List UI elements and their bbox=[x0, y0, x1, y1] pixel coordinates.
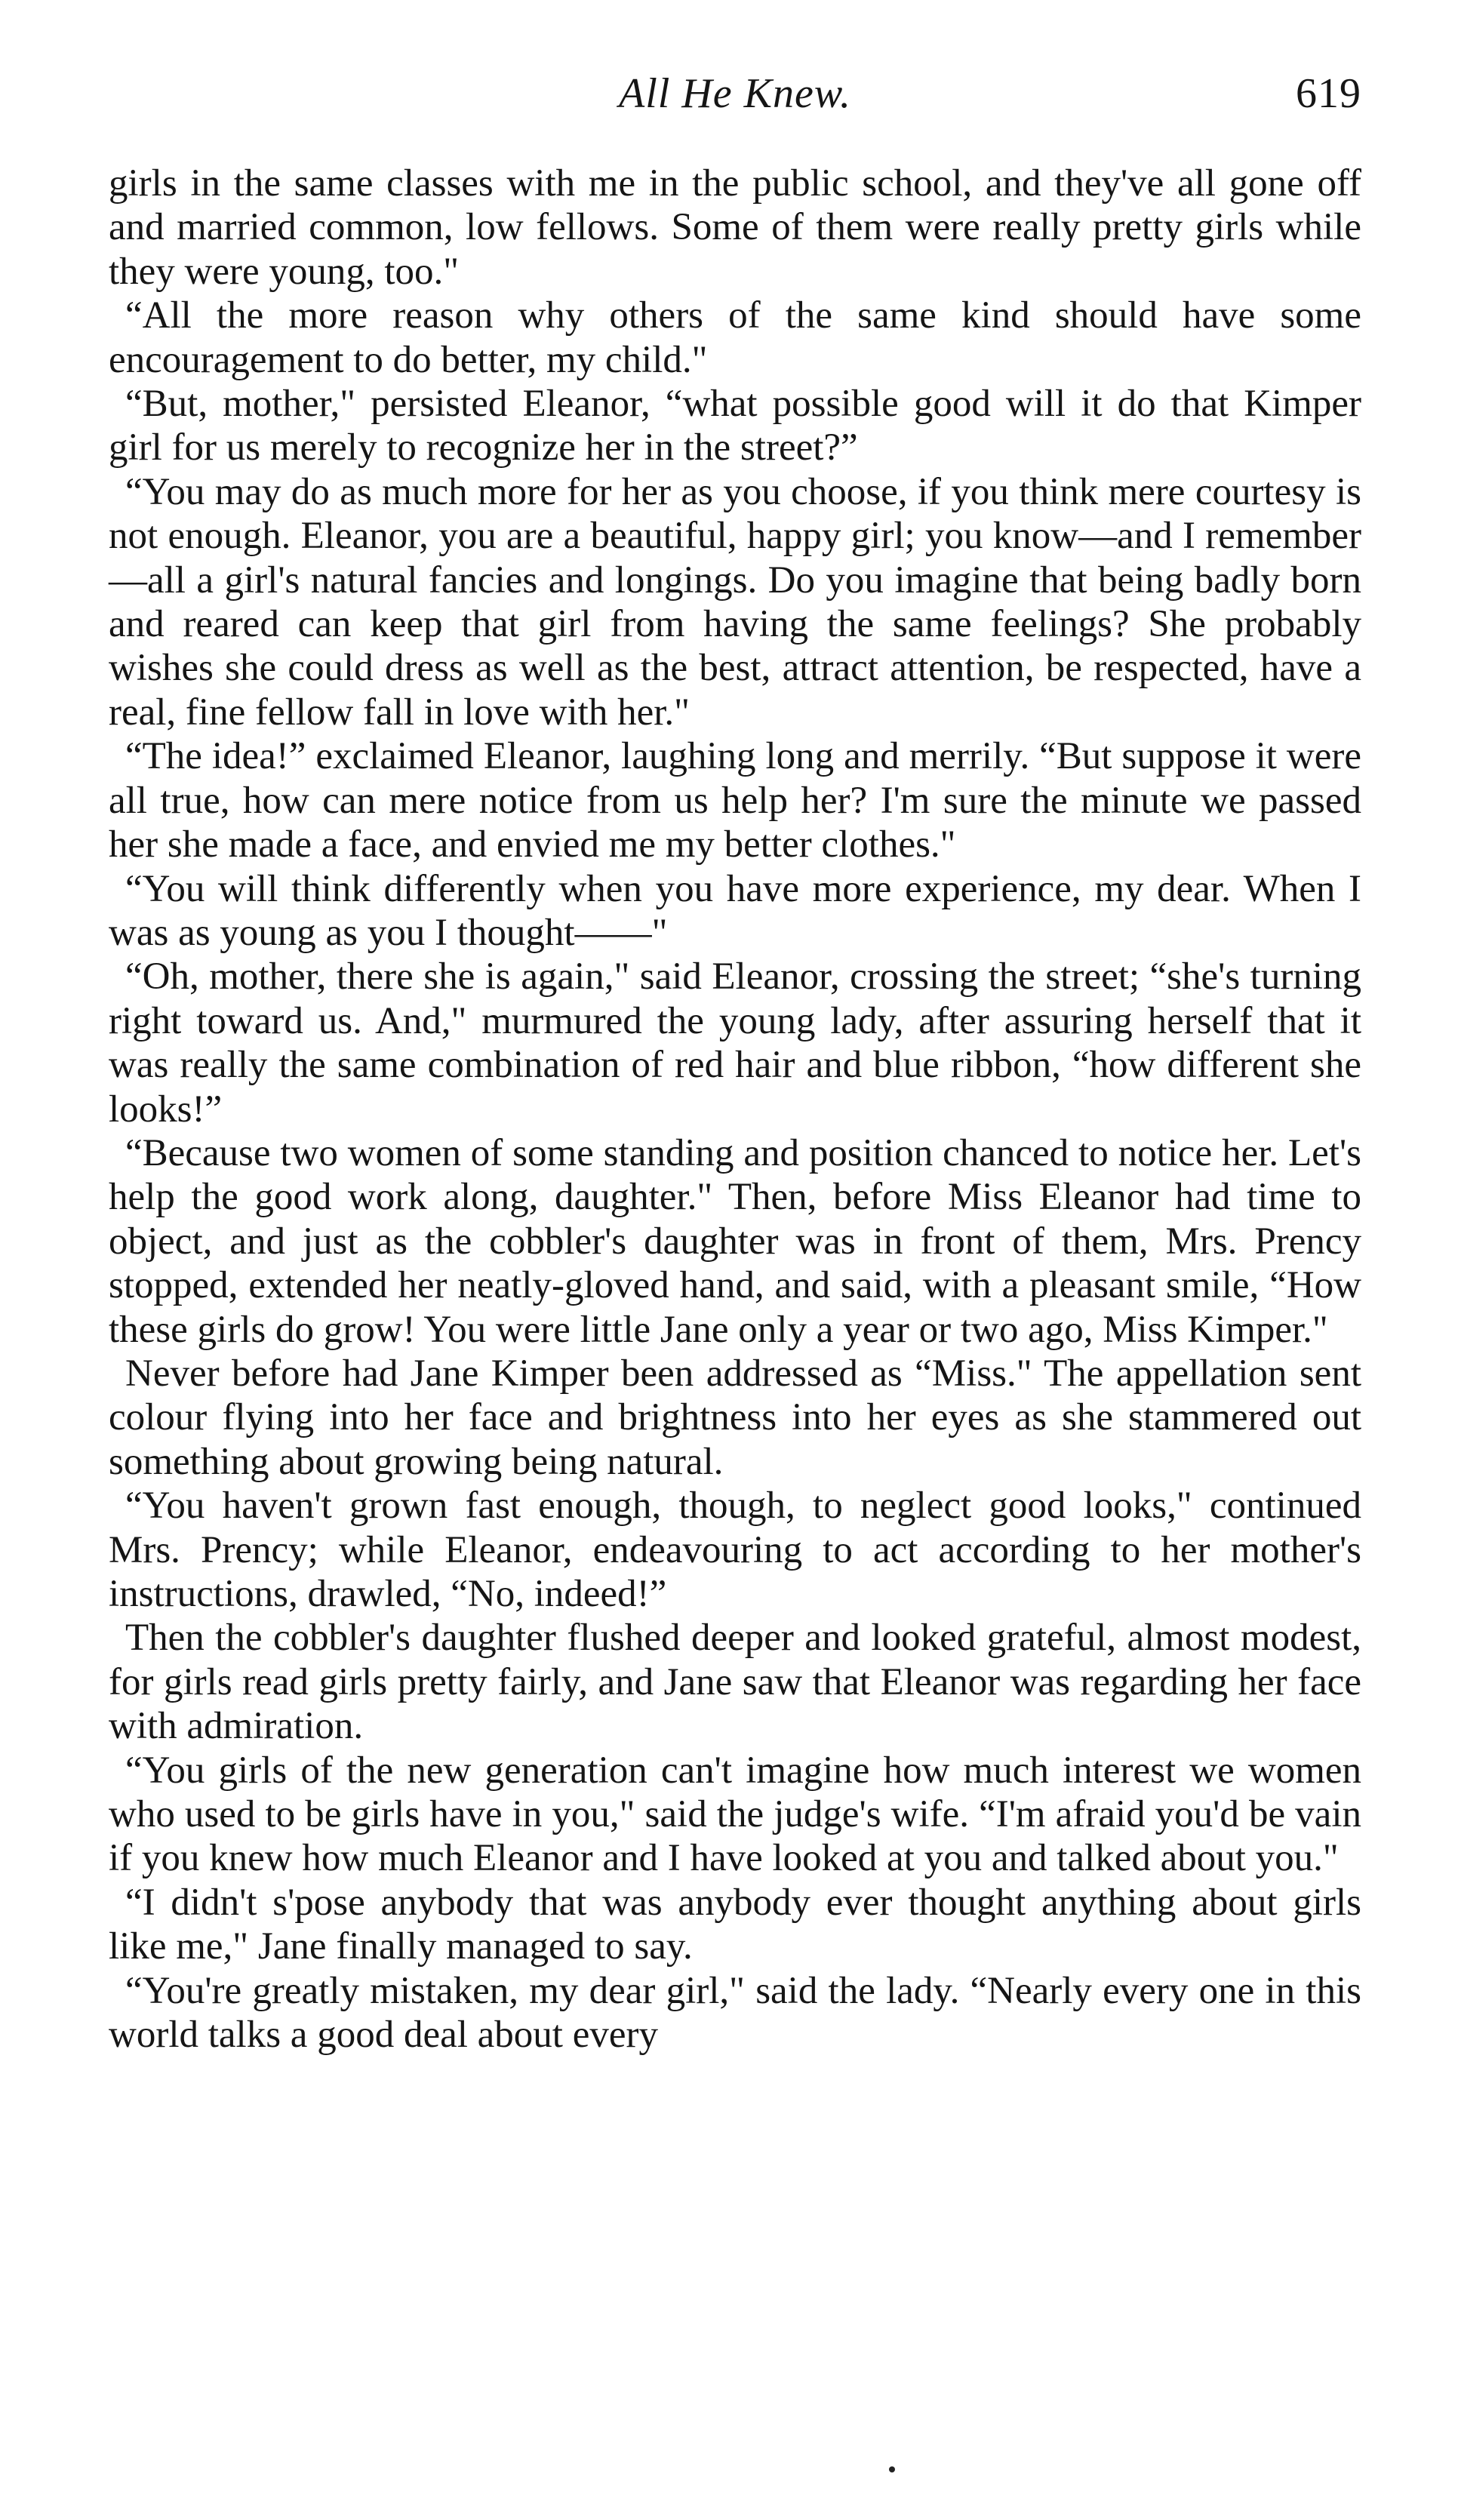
paragraph: girls in the same classes with me in the public school, and they've all gone off and married common, low fellows. Some of them were really pretty girls while they were young, too." bbox=[109, 162, 1361, 293]
paragraph: Then the cobbler's daughter flushed deeper and looked grateful, almost modest, for girls read girls pretty fairly, and Jane saw that Eleanor was regarding her face with admiration. bbox=[109, 1617, 1361, 1748]
body-text bbox=[109, 162, 1361, 2057]
paragraph: “I didn't s'pose anybody that was anybody ever thought anything about girls like me," Jane finally managed to say. bbox=[109, 1881, 1361, 1968]
running-title: All He Knew. bbox=[618, 70, 852, 117]
paragraph: “Oh, mother, there she is again," said Eleanor, crossing the street; “she's turning right toward us. And," murmured the young lady, after assuring herself that it was really the same combination of red hair and blue ribbon, “how different she looks!” bbox=[109, 955, 1361, 1131]
paragraph: “You haven't grown fast enough, though, to neglect good looks," continued Mrs. Prency; while Eleanor, endeavouring to act according to her mother's instructions, drawled, “No, indeed!” bbox=[109, 1485, 1361, 1615]
paragraph: “But, mother," persisted Eleanor, “what possible good will it do that Kimper girl for us merely to recognize her in the street?” bbox=[109, 383, 1361, 469]
paragraph: “All the more reason why others of the same kind should have some encouragement to do better, my child." bbox=[109, 294, 1361, 381]
print-speck bbox=[889, 2466, 895, 2472]
paragraph: “The idea!” exclaimed Eleanor, laughing long and merrily. “But suppose it were all true, how can mere notice from us help her? I'm sure the minute we passed her she made a face, and envied me my better clothes." bbox=[109, 735, 1361, 866]
paragraph: Never before had Jane Kimper been addressed as “Miss." The appellation sent colour flying into her face and brightness into her eyes as she stammered out something about growing being natural. bbox=[109, 1352, 1361, 1483]
page-number: 619 bbox=[1296, 70, 1361, 117]
paragraph: “You girls of the new generation can't imagine how much interest we women who used to be girls have in you," said the judge's wife. “I'm afraid you'd be vain if you knew how much Eleanor and I have looked at you and talked about you." bbox=[109, 1749, 1361, 1880]
running-header bbox=[109, 69, 1361, 130]
paragraph: “You're greatly mistaken, my dear girl," said the lady. “Nearly every one in this world talks a good deal about every bbox=[109, 1969, 1361, 2057]
paragraph: “You may do as much more for her as you choose, if you think mere courtesy is not enough. Eleanor, you are a beautiful, happy girl; you know—and I remember—all a girl's natural fancies and longings. Do you imagine that being badly born and reared can keep that girl from having the same feelings? She probably wishes she could dress as well as the best, attract attention, be respected, have a real, fine fellow fall in love with her." bbox=[109, 470, 1361, 734]
paragraph: “You will think differently when you have more experience, my dear. When I was as young as you I thought——" bbox=[109, 867, 1361, 954]
paragraph: “Because two women of some standing and position chanced to notice her. Let's help the good work along, daughter." Then, before Miss Eleanor had time to object, and just as the cobbler's daughter was in front of them, Mrs. Prency stopped, extended her neatly-gloved hand, and said, with a pleasant smile, “How these girls do grow! You were little Jane only a year or two ago, Miss Kimper." bbox=[109, 1131, 1361, 1351]
